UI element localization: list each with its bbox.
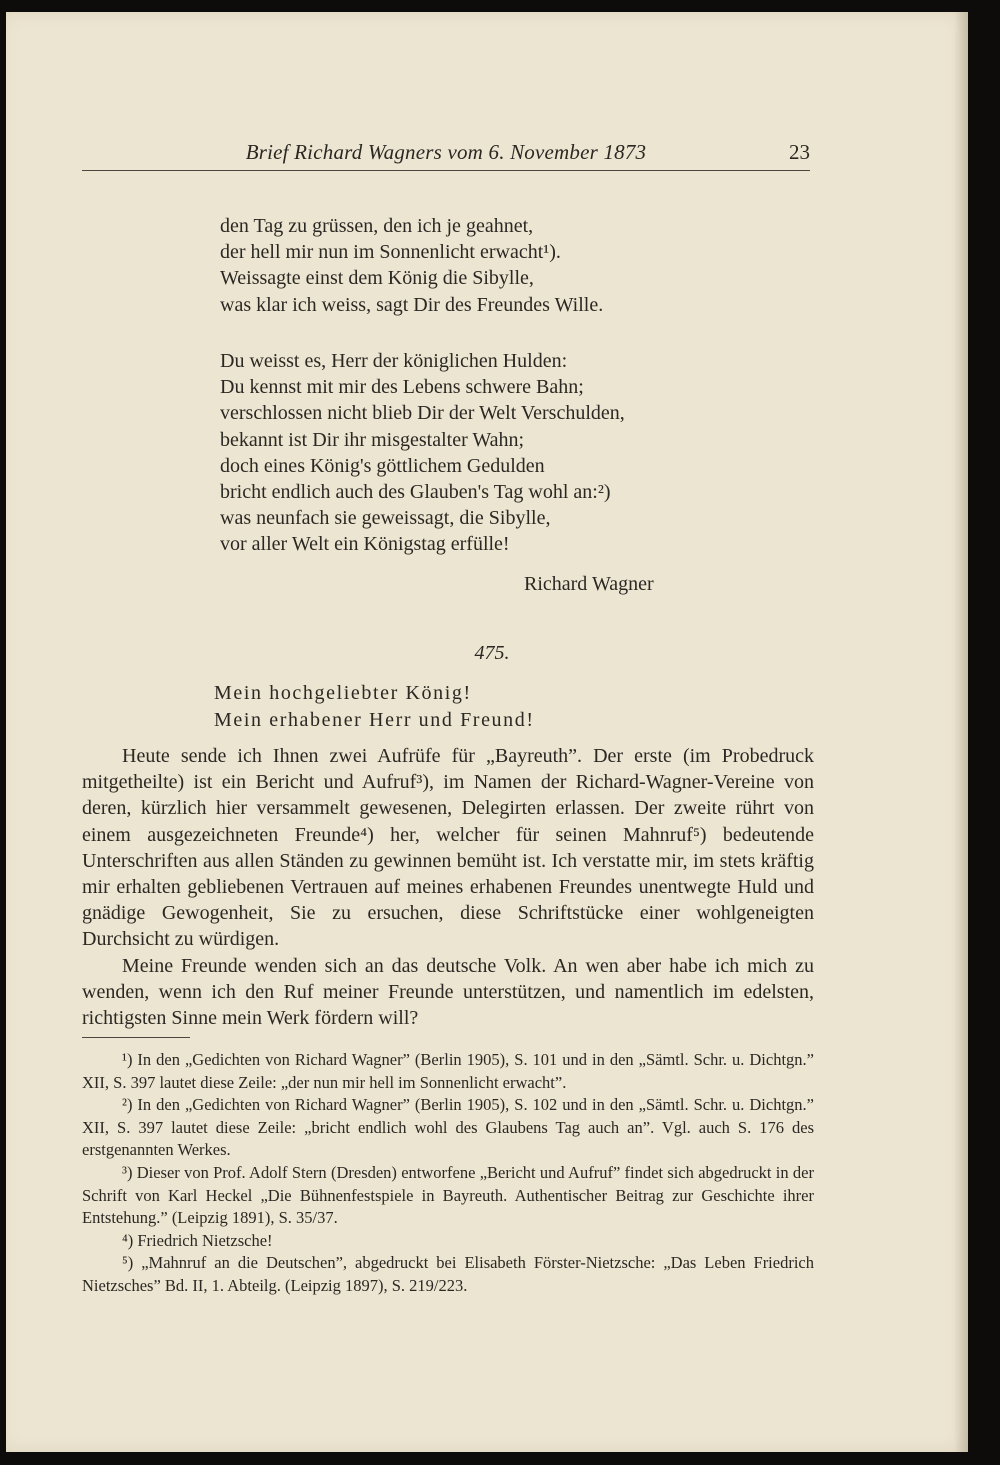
- poem-stanza-2: [220, 348, 625, 558]
- footnote: ²) In den „Gedichten von Richard Wagner” (Berlin 1905), S. 102 und in den „Sämtl. Schr. u. Dichtgn.” XII, S. 397 lautet diese Zeile: „bricht endlich wohl des Glaubens Tag auch an”. Vgl. auch S. 176 des erstgenannten Werkes.: [82, 1095, 814, 1160]
- body-paragraph: Meine Freunde wenden sich an das deutsche Volk. An wen aber habe ich mich zu wenden, wenn ich den Ruf meiner Freunde unterstützen, und namentlich im edelsten, richtigsten Sinne mein Werk fördern will?: [82, 954, 814, 1030]
- footnote: ⁴) Friedrich Nietzsche!: [122, 1230, 273, 1250]
- letter-number: 475.: [474, 642, 510, 664]
- book-page: [6, 12, 968, 1452]
- verse-line: was neunfach sie geweissagt, die Sibylle,: [220, 507, 551, 530]
- letter-body: [82, 743, 814, 1031]
- running-head-title: Brief Richard Wagners vom 6. November 1873: [245, 140, 647, 164]
- footnote: ¹) In den „Gedichten von Richard Wagner” (Berlin 1905), S. 101 und in den „Sämtl. Schr. u. Dichtgn.” XII, S. 397 lautet diese Zeile: „der nun mir hell im Sonnenlicht erwacht”.: [82, 1050, 814, 1092]
- salutation-line: Mein hochgeliebter König!: [214, 682, 472, 704]
- poem-stanza-1: [220, 213, 603, 318]
- page-edge-shadow: [954, 12, 968, 1452]
- verse-line: den Tag zu grüssen, den ich je geahnet,: [220, 215, 534, 237]
- footnote-divider: [82, 1037, 190, 1038]
- verse-line: bekannt ist Dir ihr misgestalter Wahn;: [220, 428, 525, 451]
- verse-line: vor aller Welt ein Königstag erfülle!: [220, 533, 510, 556]
- verse-line: Du weisst es, Herr der königlichen Hulden:: [220, 350, 568, 372]
- verse-line: der hell mir nun im Sonnenlicht erwacht¹).: [220, 241, 561, 264]
- verse-line: verschlossen nicht blieb Dir der Welt Verschulden,: [220, 402, 625, 425]
- verse-line: Weissagte einst dem König die Sibylle,: [220, 267, 534, 290]
- body-paragraph: Heute sende ich Ihnen zwei Aufrüfe für „Bayreuth”. Der erste (im Probedruck mitgetheilte) ist ein Bericht und Aufruf³), im Namen der Richard-Wagner-Vereine von deren, kürzlich hier versammelt gewesenen, Delegirten erlassen. Der zweite rührt von einem ausgezeichneten Freunde⁴) her, welcher für seinen Mahnruf⁵) bedeutende Unterschriften aus allen Ständen zu gewinnen bemüht ist. Ich verstatte mir, im stets kräftig mir erhalten gebliebenen Vertrauen auf meines erhabenen Freundes unentwegte Huld und gnädige Gewogenheit, Sie zu ersuchen, diese Schriftstücke einer wohlgeneigten Durchsicht zu würdigen.: [82, 745, 814, 951]
- verse-line: doch eines König's göttlichem Gedulden: [220, 454, 545, 477]
- running-head: [82, 140, 810, 171]
- footnote: ⁵) „Mahnruf an die Deutschen”, abgedruckt bei Elisabeth Förster-Nietzsche: „Das Leben Friedrich Nietzsches” Bd. II, 1. Abteilg. (Leipzig 1897), S. 219/223.: [82, 1253, 814, 1295]
- poem-signature: Richard Wagner: [524, 573, 654, 595]
- verse-line: was klar ich weiss, sagt Dir des Freundes Wille.: [220, 293, 604, 316]
- verse-line: Du kennst mit mir des Lebens schwere Bahn;: [220, 376, 584, 399]
- page-number: 23: [789, 140, 810, 164]
- salutation-line: Mein erhabener Herr und Freund!: [214, 709, 535, 731]
- verse-line: bricht endlich auch des Glauben's Tag wohl an:²): [220, 481, 611, 504]
- footnotes: [82, 1049, 814, 1298]
- footnote: ³) Dieser von Prof. Adolf Stern (Dresden) entworfene „Bericht und Aufruf” findet sich abgedruckt in der Schrift von Karl Heckel „Die Bühnenfestspiele in Bayreuth. Authentischer Beitrag zur Geschichte ihrer Entstehung.” (Leipzig 1891), S. 35/37.: [82, 1162, 814, 1228]
- letter-salutation: [214, 680, 535, 734]
